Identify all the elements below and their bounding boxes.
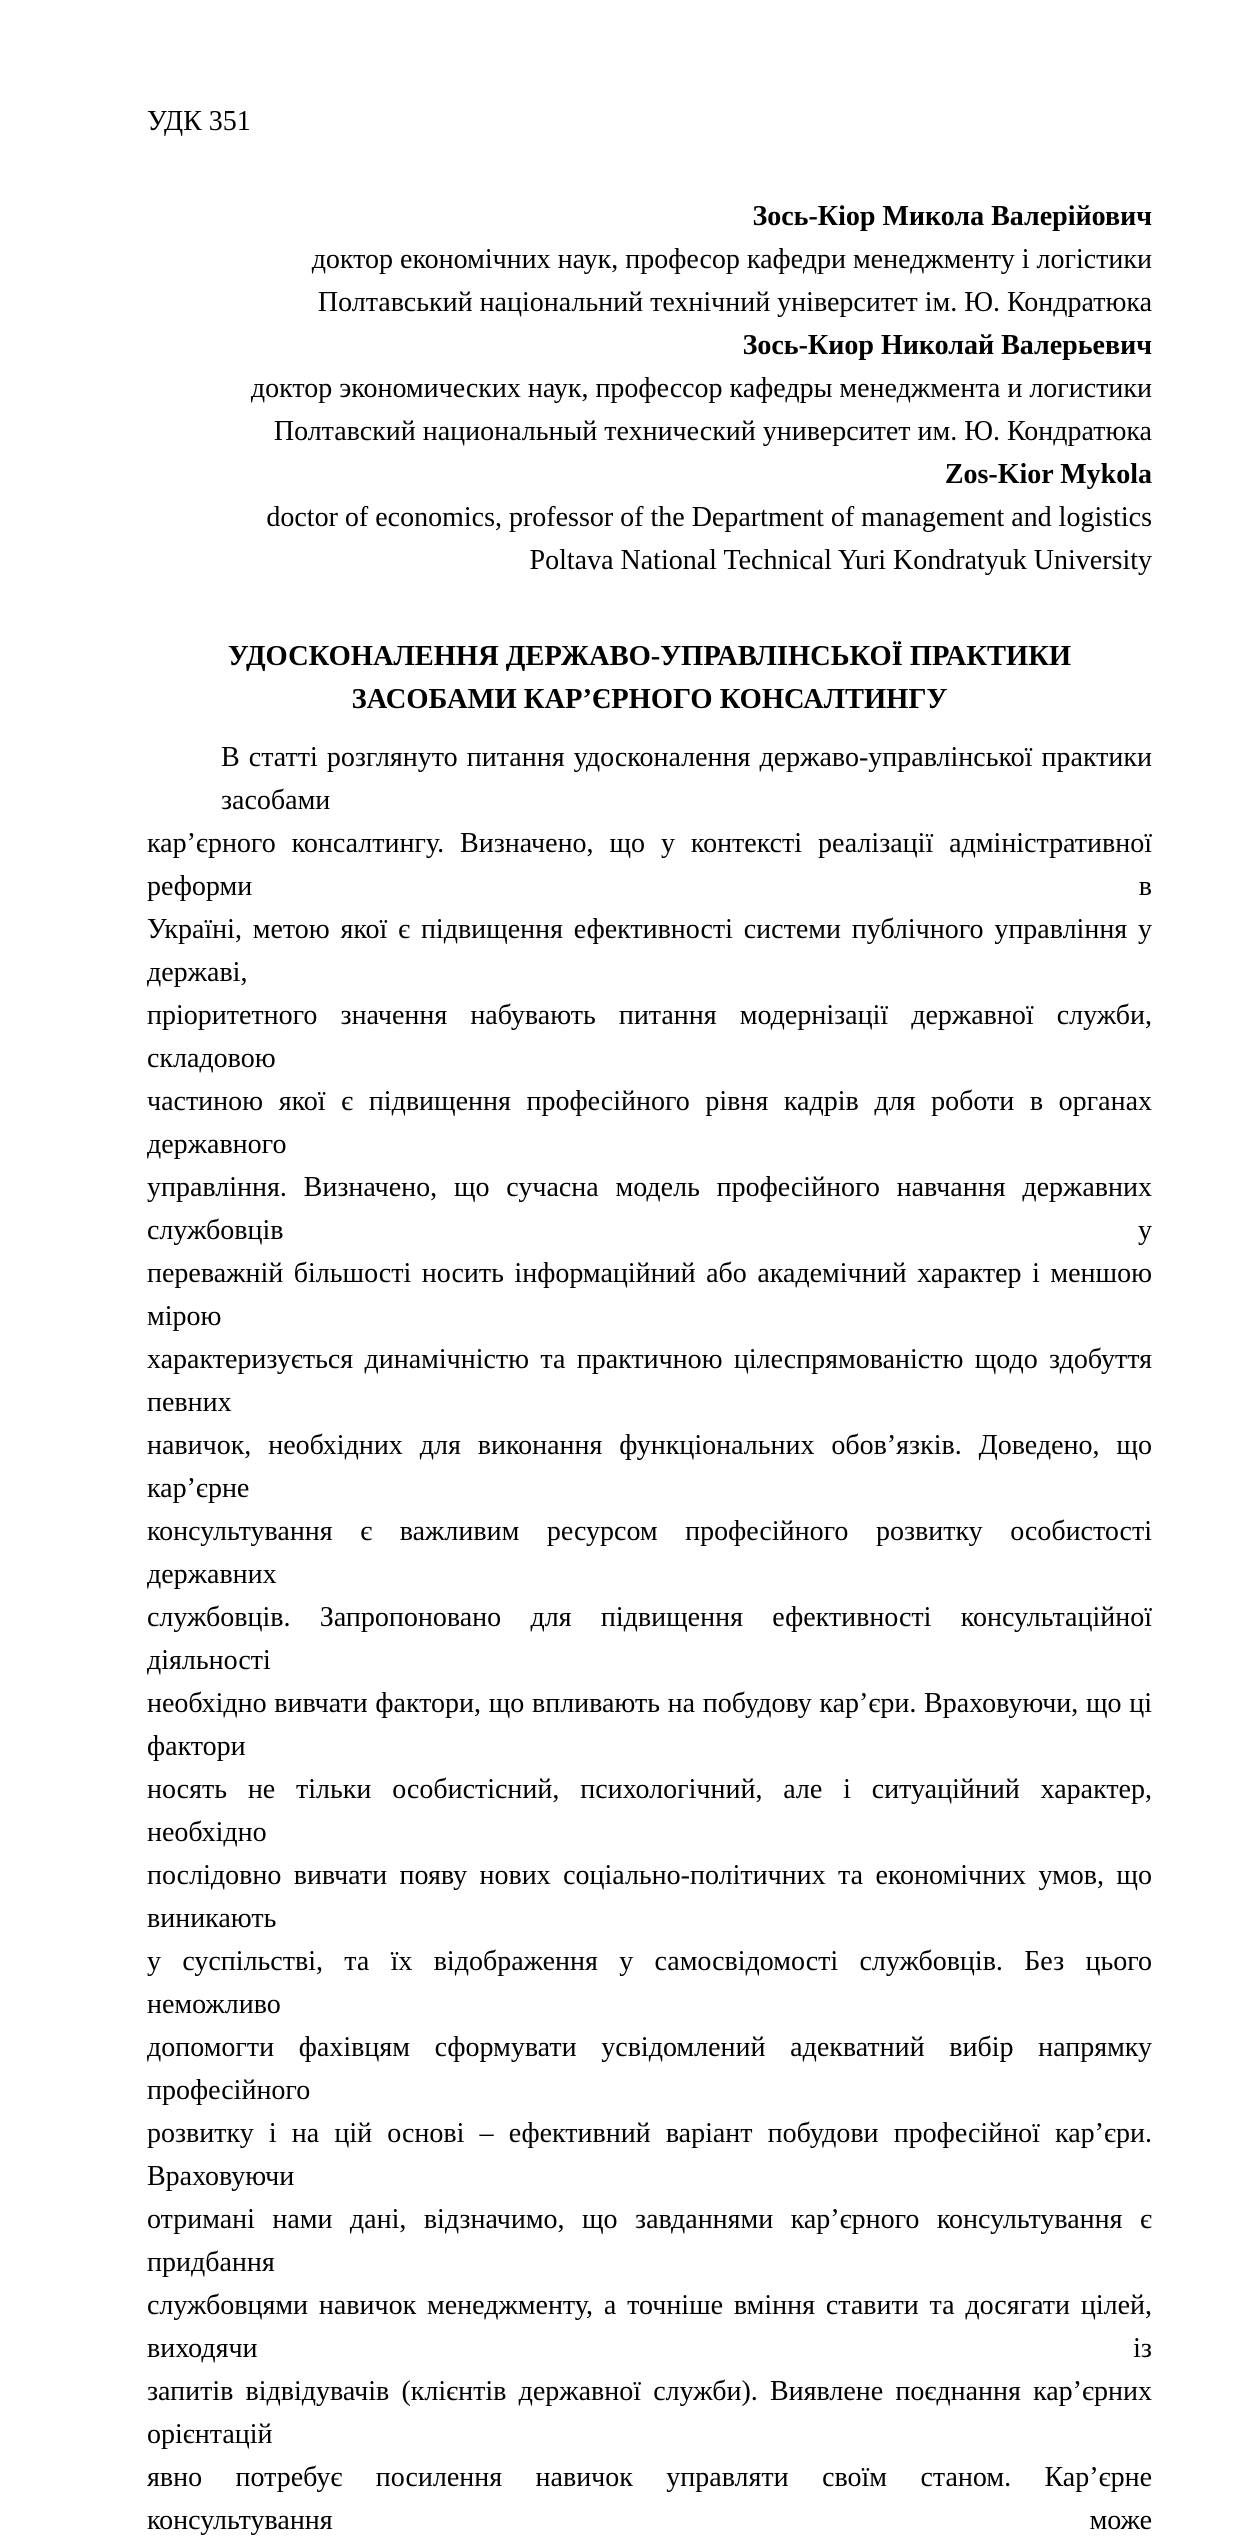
author-affiliation-english: Poltava National Technical Yuri Kondratyuk University	[529, 545, 1152, 576]
abstract-line: у суспільстві, та їх відображення у самосвідомості службовців. Без цього неможливо	[147, 1946, 1152, 2020]
abstract-line: розвитку і на цій основі – ефективний варіант побудови професійної кар’єри. Враховуючи	[147, 2118, 1152, 2192]
article-title-line-1: УДОСКОНАЛЕННЯ ДЕРЖАВО-УПРАВЛІНСЬКОЇ ПРАКТИКИ	[227, 641, 1072, 672]
udc-label: УДК 351	[147, 106, 251, 137]
abstract-line: навичок, необхідних для виконання функціональних обов’язків. Доведено, що кар’єрне	[147, 1430, 1152, 1504]
author-role-ukrainian: доктор економічних наук, професор кафедри менеджменту і логістики	[311, 244, 1152, 275]
abstract-line: консультування є важливим ресурсом професійного розвитку особистості державних	[147, 1516, 1152, 1590]
abstract-line: отримані нами дані, відзначимо, що завданнями кар’єрного консультування є придбання	[147, 2204, 1152, 2278]
abstract-line: пріоритетного значення набувають питання модернізації державної служби, складовою	[147, 1000, 1152, 1074]
abstract-line: запитів відвідувачів (клієнтів державної служби). Виявлене поєднання кар’єрних орієнтацій	[147, 2376, 1152, 2450]
abstract-line: службовцями навичок менеджменту, а точніше вміння ставити та досягати цілей, виходячи із	[147, 2290, 1152, 2364]
abstract-line: явно потребує посилення навичок управляти своїм станом. Кар’єрне консультування може	[147, 2462, 1152, 2536]
author-affiliation-russian: Полтавский национальный технический университет им. Ю. Кондратюка	[273, 416, 1152, 447]
article-title-line-2: ЗАСОБАМИ КАР’ЄРНОГО КОНСАЛТИНГУ	[351, 684, 948, 715]
abstract-line: переважній більшості носить інформаційний або академічний характер і меншою мірою	[147, 1258, 1152, 1332]
author-name-ukrainian: Зось-Кіор Микола Валерійович	[752, 201, 1152, 232]
abstract-line: необхідно вивчати фактори, що впливають на побудову кар’єри. Враховуючи, що ці фактори	[147, 1688, 1152, 1762]
author-name-russian: Зось-Киор Николай Валерьевич	[742, 330, 1152, 361]
abstract-line: послідовно вивчати появу нових соціально-політичних та економічних умов, що виникають	[147, 1860, 1152, 1934]
abstract-line: В статті розглянуто питання удосконалення державо-управлінської практики засобами	[221, 742, 1152, 816]
abstract-line: носять не тільки особистісний, психологічний, але і ситуаційний характер, необхідно	[147, 1774, 1152, 1848]
abstract-line: управління. Визначено, що сучасна модель професійного навчання державних службовців у	[147, 1172, 1152, 1246]
abstract-line: частиною якої є підвищення професійного рівня кадрів для роботи в органах державного	[147, 1086, 1152, 1160]
abstract-line: характеризується динамічністю та практичною цілеспрямованістю щодо здобуття певних	[147, 1344, 1152, 1418]
abstract-line: службовців. Запропоновано для підвищення ефективності консультаційної діяльності	[147, 1602, 1152, 1676]
author-name-english: Zos-Kior Mykola	[944, 459, 1152, 490]
abstract-line: кар’єрного консалтингу. Визначено, що у контексті реалізації адміністративної реформи в	[147, 828, 1152, 902]
author-role-russian: доктор экономических наук, профессор кафедры менеджмента и логистики	[250, 373, 1152, 404]
abstract-paragraph	[147, 736, 1152, 2542]
article-title	[147, 635, 1152, 721]
author-role-english: doctor of economics, professor of the Department of management and logistics	[266, 502, 1152, 533]
author-affiliation-ukrainian: Полтавський національний технічний університет ім. Ю. Кондратюка	[317, 287, 1152, 318]
abstract-line: Україні, метою якої є підвищення ефективності системи публічного управління у державі,	[147, 914, 1152, 988]
abstract-line: допомогти фахівцям сформувати усвідомлений адекватний вибір напрямку професійного	[147, 2032, 1152, 2106]
author-block	[147, 195, 1152, 582]
